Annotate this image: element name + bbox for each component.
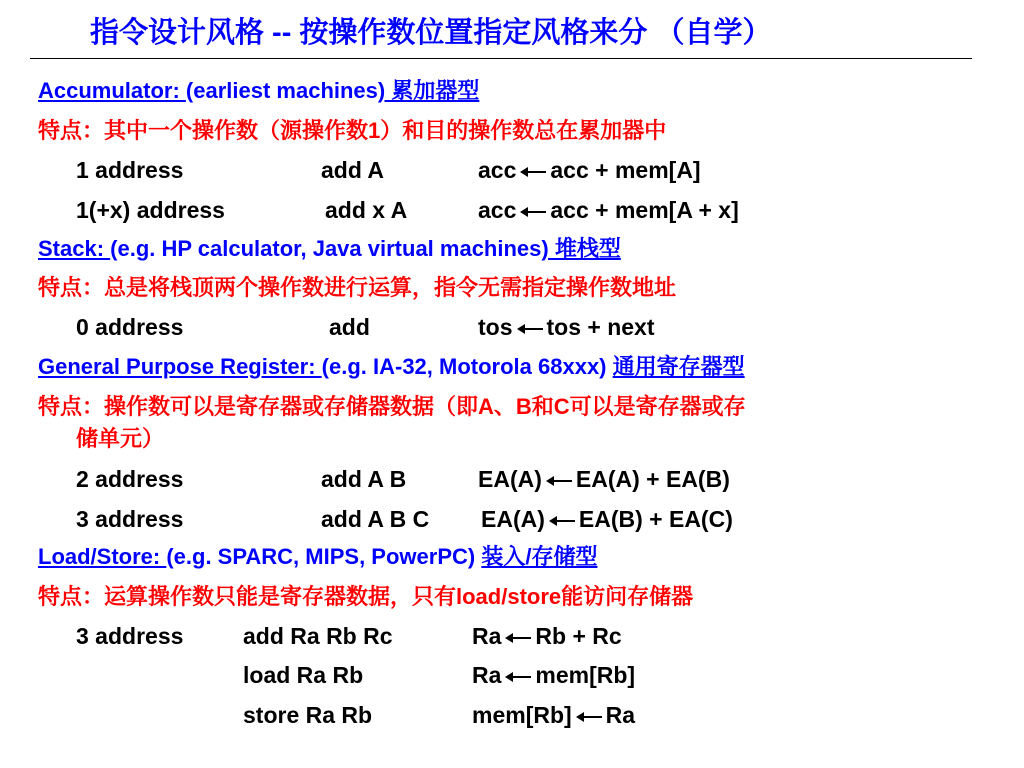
stack-cn: ) 堆栈型: [541, 236, 621, 261]
instr-rhs: EA(A) + EA(B): [575, 466, 730, 492]
left-arrow-icon: [520, 205, 546, 219]
instr-lhs: Ra: [472, 623, 502, 649]
gpr-desc: (e.g. IA-32, Motorola 68xxx): [321, 354, 613, 379]
instr-semantics: [472, 660, 635, 690]
instr-op: add A B: [321, 466, 407, 492]
slide-title: 指令设计风格 -- 按操作数位置指定风格来分 （自学）: [90, 17, 772, 49]
instr-op: load Ra Rb: [243, 662, 364, 688]
instr-address: 1 address: [76, 157, 184, 183]
instr-rhs: EA(B) + EA(C): [578, 506, 733, 532]
instr-lhs: tos: [478, 314, 513, 340]
accumulator-cn: ) 累加器型: [377, 78, 480, 103]
instr-semantics: [478, 155, 701, 185]
gpr-feature-line1: 特点：操作数可以是寄存器或存储器数据（即A、B和C可以是寄存器或存: [38, 394, 746, 419]
instr-address: 3 address: [76, 623, 184, 649]
loadstore-feature: 特点：运算操作数只能是寄存器数据，只有load/store能访问存储器: [38, 584, 694, 609]
instr-address: 2 address: [76, 466, 184, 492]
instr-semantics: [478, 312, 655, 342]
instr-semantics: [481, 504, 733, 534]
instr-semantics: [472, 621, 622, 651]
instr-lhs: acc: [478, 157, 517, 183]
loadstore-name: Load/Store:: [38, 544, 167, 569]
instr-op: add A: [321, 157, 385, 183]
gpr-heading: [38, 352, 745, 382]
accumulator-name: Accumulator:: [38, 78, 186, 103]
instr-semantics: [478, 195, 739, 225]
accumulator-feature: 特点：其中一个操作数（源操作数1）和目的操作数总在累加器中: [38, 118, 667, 143]
loadstore-heading: [38, 542, 597, 572]
stack-feature: 特点：总是将栈顶两个操作数进行运算，指令无需指定操作数地址: [38, 275, 677, 300]
instr-rhs: acc + mem[A + x]: [550, 197, 739, 223]
accumulator-desc: (earliest machines: [185, 78, 378, 103]
loadstore-cn: 装入/存储型: [481, 544, 598, 569]
instr-lhs: mem[Rb]: [472, 702, 572, 728]
instr-op: add x A: [325, 197, 408, 223]
stack-desc: (e.g. HP calculator, Java virtual machines: [110, 236, 542, 261]
left-arrow-icon: [517, 322, 543, 336]
instr-lhs: EA(A): [478, 466, 542, 492]
left-arrow-icon: [505, 670, 531, 684]
instr-rhs: Rb + Rc: [535, 623, 622, 649]
instr-op: store Ra Rb: [243, 702, 373, 728]
loadstore-desc: (e.g. SPARC, MIPS, PowerPC): [166, 544, 482, 569]
instr-rhs: acc + mem[A]: [550, 157, 701, 183]
instr-lhs: Ra: [472, 662, 502, 688]
accumulator-heading: [38, 76, 479, 106]
gpr-name: General Purpose Register:: [38, 354, 322, 379]
instr-rhs: Ra: [605, 702, 636, 728]
left-arrow-icon: [576, 710, 602, 724]
instr-lhs: acc: [478, 197, 517, 223]
left-arrow-icon: [505, 631, 531, 645]
gpr-feature-line2: 储单元）: [76, 426, 165, 451]
instr-address: 1(+x) address: [76, 197, 225, 223]
instr-address: 3 address: [76, 506, 184, 532]
left-arrow-icon: [549, 514, 575, 528]
instr-address: 0 address: [76, 314, 184, 340]
left-arrow-icon: [520, 165, 546, 179]
instr-op: add: [329, 314, 370, 340]
instr-rhs: mem[Rb]: [535, 662, 636, 688]
stack-name: Stack:: [38, 236, 111, 261]
instr-rhs: tos + next: [546, 314, 655, 340]
instr-op: add A B C: [321, 506, 430, 532]
stack-heading: [38, 234, 621, 264]
instr-op: add Ra Rb Rc: [243, 623, 393, 649]
instr-semantics: [472, 700, 635, 730]
instr-lhs: EA(A): [481, 506, 545, 532]
instr-semantics: [478, 464, 730, 494]
gpr-cn: 通用寄存器型: [612, 354, 745, 379]
title-divider: [30, 58, 972, 59]
left-arrow-icon: [546, 474, 572, 488]
